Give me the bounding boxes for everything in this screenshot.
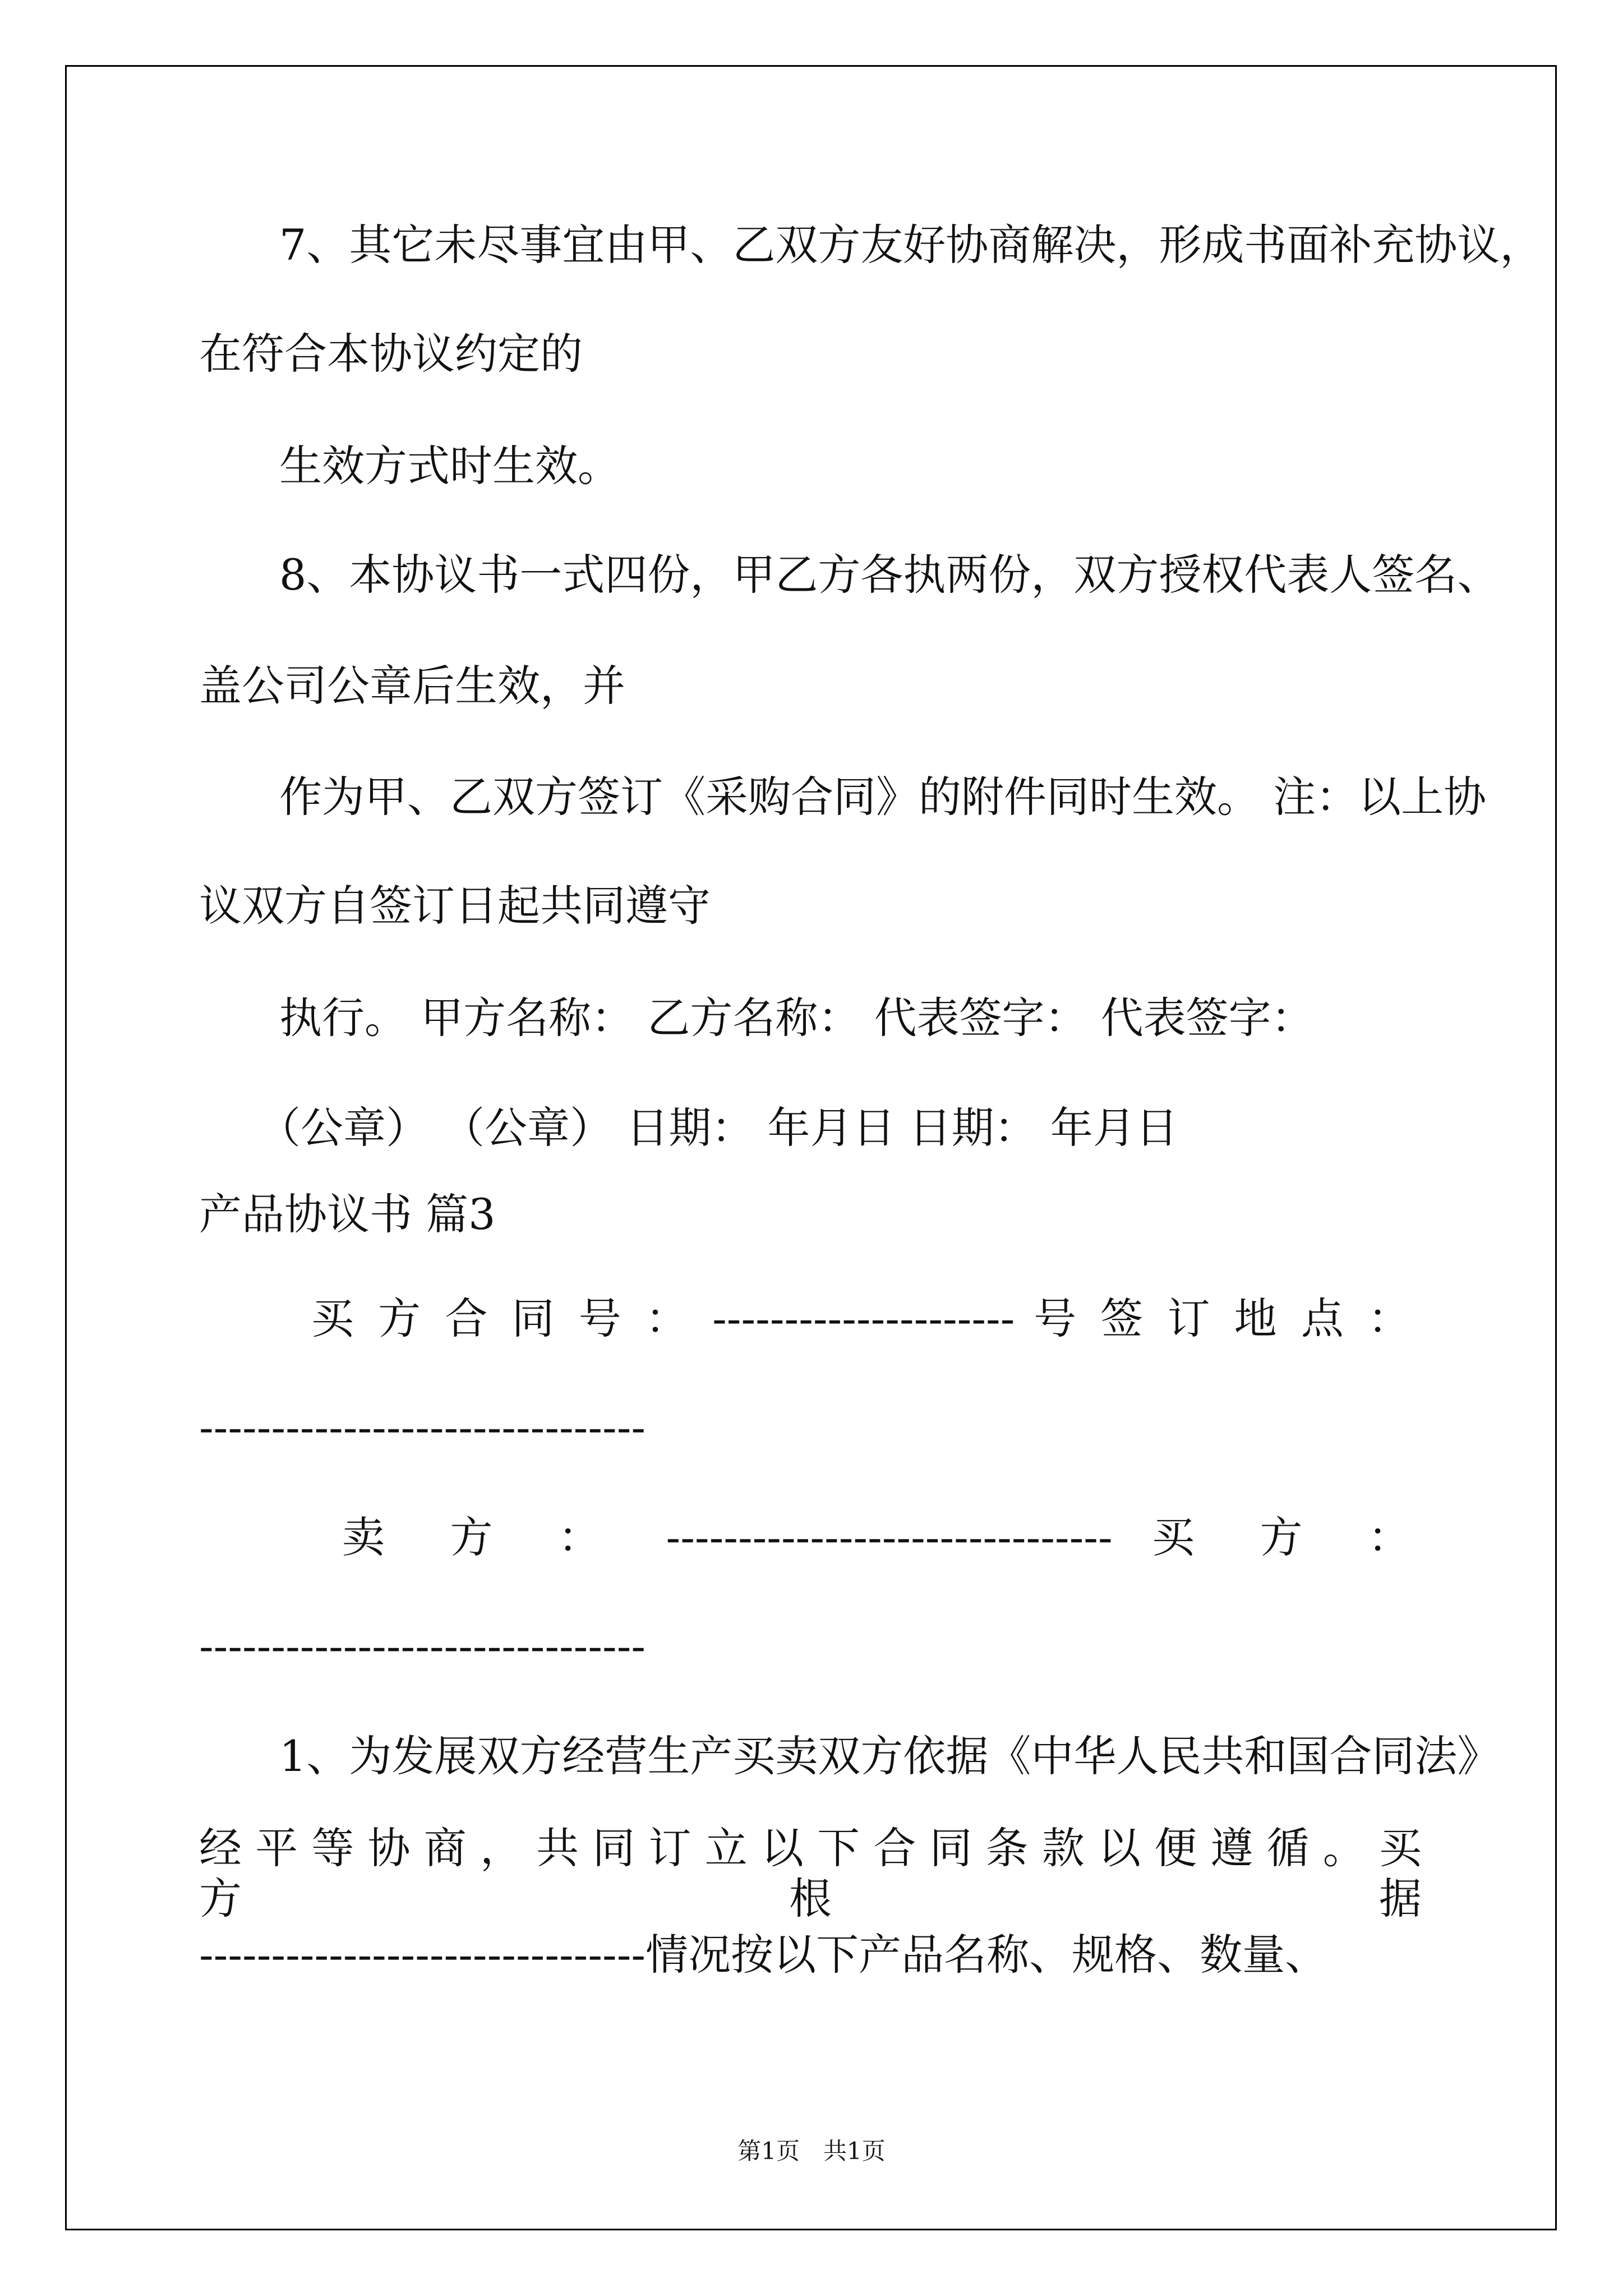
clause-1-line-3: -------------------------------情况按以下产品名称、规格、数量、 [199,1930,1328,1980]
paragraph-7-line-3: 生效方式时生效。 [279,441,620,491]
paragraph-8-line-4: 议双方自签订日起共同遵守 [199,881,711,931]
paragraph-8-line-2: 盖公司公章后生效，并 [199,661,625,711]
contract-number-blank: ------------------------------- [199,1402,646,1452]
paragraph-8-line-3: 作为甲、乙双方签订《采购合同》的附件同时生效。 注：以上协 [279,772,1487,822]
buyer-contract-number-line: 买 方 合 同 号 ： --------------------- 号 签 订 地 点 ： [311,1294,1410,1343]
paragraph-7-line-1: 7、其它未尽事宜由甲、乙双方友好协商解决，形成书面补充协议， [279,220,1543,270]
seller-buyer-line: 卖 方 ： ------------------------------- 买 方 ： [342,1512,1410,1562]
signature-seal-date-line: （公章） （公章） 日期： 年月日 日期： 年月日 [258,1103,1178,1153]
seller-buyer-blank: ------------------------------- [199,1621,646,1671]
paragraph-7-line-2: 在符合本协议约定的 [199,329,583,379]
page-footer: 第1页 共1页 [737,2137,886,2165]
paragraph-8-line-1: 8、本协议书一式四份，甲乙方各执两份，双方授权代表人签名、 [279,550,1500,600]
section-heading: 产品协议书 篇3 [199,1189,496,1239]
signature-names-line: 执行。 甲方名称： 乙方名称： 代表签字： 代表签字： [279,993,1314,1043]
clause-1-line-1: 1、为发展双方经营生产买卖双方依据《中华人民共和国合同法》 [279,1731,1500,1781]
clause-1-line-2: 经 平 等 协 商 ， 共 同 订 立 以 下 合 同 条 款 以 便 遵 循 。 买 方 根 据 [199,1823,1422,1924]
